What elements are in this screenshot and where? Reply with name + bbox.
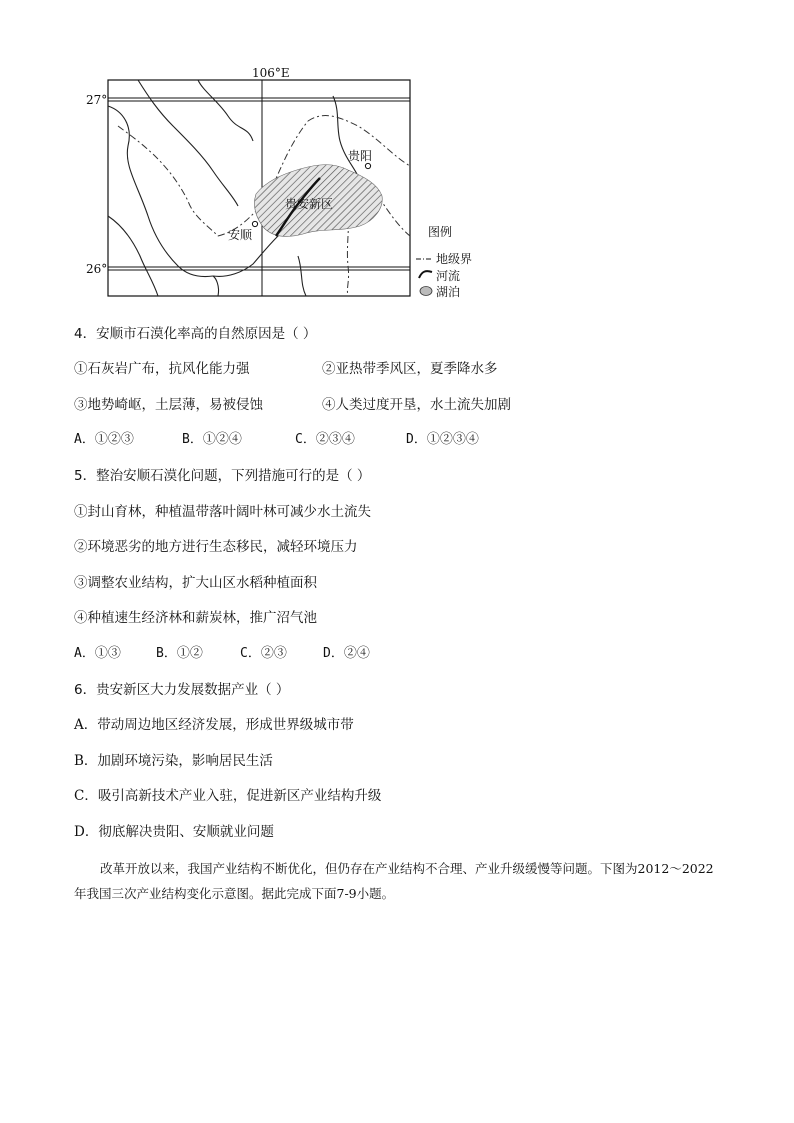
q4-statement-4: ④人类过度开垦，水土流失加剧 — [322, 397, 511, 413]
q4-choice-d[interactable]: D．①②③④ — [406, 432, 479, 447]
q4-statement-2: ②亚热带季风区，夏季降水多 — [322, 361, 498, 377]
q6-choice-b[interactable]: B．加剧环境污染，影响居民生活 — [74, 753, 273, 769]
legend-lake-label: 湖泊 — [436, 285, 461, 299]
q5-choice-b[interactable]: B．①② — [156, 646, 203, 661]
q4-choice-c[interactable]: C．②③④ — [295, 432, 355, 447]
q4-statement-3: ③地势崎岖，土层薄，易被侵蚀 — [74, 397, 263, 413]
q6-choice-a[interactable]: A．带动周边地区经济发展，形成世界级城市带 — [74, 717, 354, 733]
q6-choice-c[interactable]: C．吸引高新技术产业入驻，促进新区产业结构升级 — [74, 788, 382, 804]
legend-boundary-label: 地级界 — [436, 252, 473, 266]
legend-lake-symbol — [420, 287, 432, 296]
longitude-label: 106°E — [252, 66, 290, 80]
lat-26-label: 26° — [86, 262, 108, 276]
legend-river-symbol — [419, 271, 432, 278]
map-figure — [78, 66, 478, 306]
guiyang-label: 贵阳 — [348, 149, 373, 163]
q5-statement-2: ②环境恶劣的地方进行生态移民，减轻环境压力 — [74, 539, 358, 555]
guian-label: 贵安新区 — [285, 197, 334, 211]
legend-title: 图例 — [428, 225, 453, 239]
legend-river-label: 河流 — [436, 269, 461, 283]
q5-choice-a[interactable]: A．①③ — [74, 646, 121, 661]
q5-statement-1: ①封山育林，种植温带落叶阔叶林可减少水土流失 — [74, 504, 371, 520]
q5-choice-d[interactable]: D．②④ — [323, 646, 370, 661]
q4-statement-1: ①石灰岩广布，抗风化能力强 — [74, 361, 250, 377]
map-drawing — [78, 66, 478, 306]
lat-27-label: 27° — [86, 93, 108, 107]
q4-stem: 4．安顺市石漠化率高的自然原因是（ ） — [74, 326, 317, 342]
q4-choice-a[interactable]: A．①②③ — [74, 432, 134, 447]
q5-statement-4: ④种植速生经济林和薪炭林，推广沼气池 — [74, 610, 317, 626]
guiyang-marker — [365, 163, 370, 168]
q5-stem: 5．整治安顺石漠化问题，下列措施可行的是（ ） — [74, 468, 371, 484]
anshun-marker — [252, 221, 257, 226]
anshun-label: 安顺 — [228, 228, 253, 242]
intro-paragraph: 改革开放以来，我国产业结构不断优化，但仍存在产业结构不合理、产业升级缓慢等问题。下图为2012～2022年我国三次产业结构变化示意图。据此完成下面7-9小题。 — [74, 861, 714, 901]
q4-choice-b[interactable]: B．①②④ — [182, 432, 242, 447]
q5-statement-3: ③调整农业结构，扩大山区水稻种植面积 — [74, 575, 317, 591]
q5-choice-c[interactable]: C．②③ — [240, 646, 287, 661]
q6-stem: 6．贵安新区大力发展数据产业（ ） — [74, 682, 290, 698]
q6-choice-d[interactable]: D．彻底解决贵阳、安顺就业问题 — [74, 824, 274, 840]
